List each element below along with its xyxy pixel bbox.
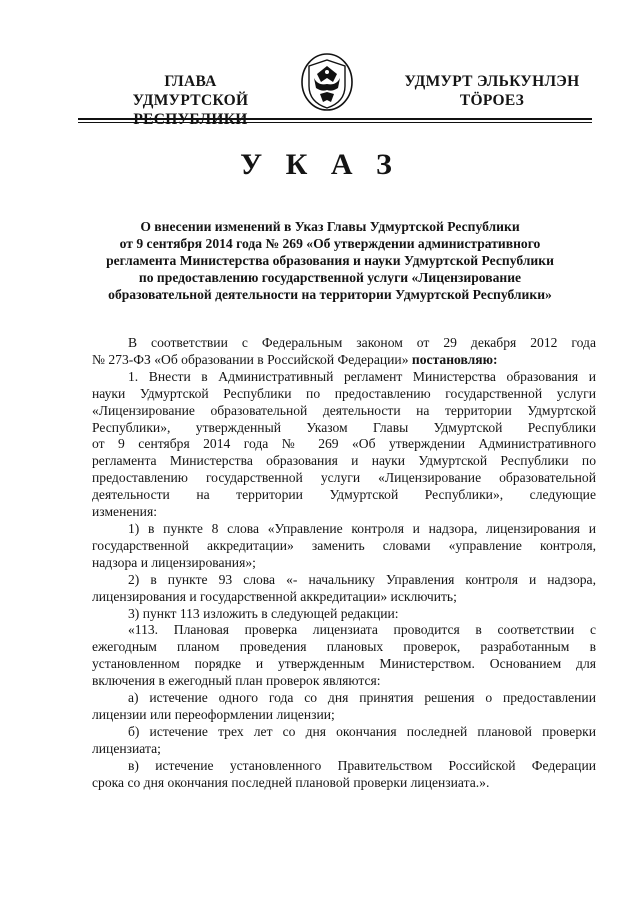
header-right-line1: УДМУРТ ЭЛЬКУНЛЭН <box>404 73 580 90</box>
subject-line: образовательной деятельности на территории Удмуртской Республики» <box>108 287 552 302</box>
decree-keyword: постановляю: <box>411 351 498 367</box>
paragraph-line: ежегодным планом проведения плановых проверок, разработанным в <box>92 639 596 655</box>
paragraph-line: предоставлению государственной услуги «Лицензирование образовательной <box>92 470 596 486</box>
header-rule-thin <box>78 122 592 123</box>
document-title: У К А З <box>240 148 400 181</box>
document-subject <box>60 218 600 303</box>
paragraph-line: «113. Плановая проверка лицензиата проводится в соответствии с <box>128 622 596 638</box>
paragraph-line: 1. Внести в Административный регламент Министерства образования и <box>128 368 596 384</box>
paragraph-line: в) истечение установленного Правительством Российской Федерации <box>128 757 596 773</box>
paragraph-line: б) истечение трех лет со дня окончания последней плановой проверки <box>128 723 596 739</box>
paragraph-line: Республики», утвержденный Указом Главы Удмуртской Республики <box>92 419 596 435</box>
header-right-line2: ТӦРОЕЗ <box>459 92 525 109</box>
header-left <box>78 72 303 129</box>
subject-line: по предоставлению государственной услуги «Лицензирование <box>138 270 522 285</box>
paragraph-line: надзора и лицензирования»; <box>92 554 256 570</box>
header-right <box>392 72 592 110</box>
paragraph-line: лицензиата; <box>92 740 161 756</box>
paragraph-line: В соответствии с Федеральным законом от 29 декабря 2012 года <box>128 335 596 350</box>
paragraph-line: 3) пункт 113 изложить в следующей редакции: <box>128 605 399 621</box>
paragraph-line: науки Удмуртской Республики по предоставлению государственной услуги <box>92 385 596 401</box>
paragraph-line: установленном порядке и утвержденным Министерством. Основанием для <box>92 656 596 672</box>
paragraph-line: 2) в пункте 93 слова «- начальнику Управления контроля и надзора, <box>128 571 596 587</box>
paragraph-line: 1) в пункте 8 слова «Управление контроля и надзора, лицензирования и <box>128 520 596 536</box>
paragraph-line <box>92 352 596 369</box>
header-left-line2: УДМУРТСКОЙ <box>132 92 249 109</box>
paragraph-line: лицензирования и государственной аккредитации» исключить; <box>92 588 457 604</box>
subject-line: от 9 сентября 2014 года № 269 «Об утверждении административного <box>119 236 541 251</box>
subject-line: О внесении изменений в Указ Главы Удмуртской Республики <box>140 219 520 234</box>
paragraph-line: регламента Министерства образования и науки Удмуртской Республики по <box>92 453 596 469</box>
header-rule-thick <box>78 118 592 120</box>
document-body <box>92 335 596 791</box>
paragraph-line: от 9 сентября 2014 года № 269 «Об утверждении Административного <box>92 436 596 452</box>
paragraph-line: срока со дня окончания последней плановой проверки лицензиата.». <box>92 774 490 790</box>
paragraph-line: деятельности на территории Удмуртской Республики», следующие <box>92 487 596 503</box>
paragraph-line: а) истечение одного года со дня принятия решения о предоставлении <box>128 690 596 706</box>
paragraph-line: государственной аккредитации» заменить словами «управление контроля, <box>92 537 596 553</box>
header-left-line1: ГЛАВА <box>164 73 217 90</box>
subject-line: регламента Министерства образования и науки Удмуртской Республики <box>106 253 554 268</box>
paragraph-line: включения в ежегодный план проверок являются: <box>92 673 381 689</box>
paragraph-line: «Лицензирование образовательной деятельности на территории Удмуртской <box>92 402 596 418</box>
paragraph-line: изменения: <box>92 504 157 520</box>
coat-of-arms-icon <box>300 52 354 112</box>
paragraph-line: лицензии или переоформлении лицензии; <box>92 706 335 722</box>
paragraph-text: № 273-ФЗ «Об образовании в Российской Федерации» <box>92 351 409 367</box>
